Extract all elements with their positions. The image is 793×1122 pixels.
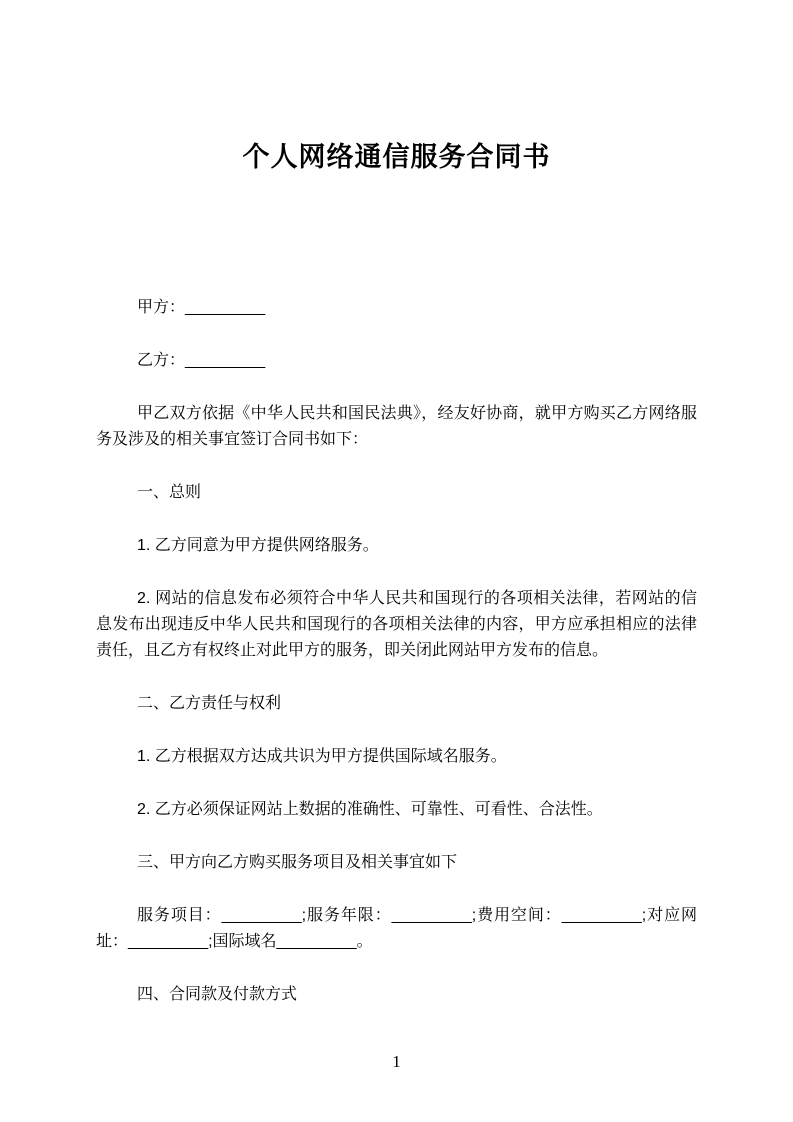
section-3-heading: 三、甲方向乙方购买服务项目及相关事宜如下 [137, 854, 458, 871]
preamble-paragraph: 甲乙双方依据《中华人民共和国民法典》，经友好协商，就甲方购买乙方网络服务及涉及的相关事宜签订合同书如下： [96, 405, 697, 448]
document-body [96, 170, 697, 1035]
party-a-line: 甲方：_________ [137, 299, 266, 316]
section-4-heading: 四、合同款及付款方式 [137, 986, 298, 1003]
clause-1-2: 2. 网站的信息发布必须符合中华人民共和国现行的各项相关法律，若网站的信息发布出现违反中华人民共和国现行的各项相关法律的内容，甲方应承担相应的法律责任，且乙方有权终止对此甲方的服务，即关闭此网站甲方发布的信息。 [96, 590, 697, 659]
section-2-heading: 二、乙方责任与权利 [137, 695, 282, 712]
party-b-line: 乙方：_________ [137, 352, 266, 369]
section-1-heading: 一、总则 [137, 484, 202, 501]
clause-2-2: 2. 乙方必须保证网站上数据的准确性、可靠性、可看性、合法性。 [137, 801, 603, 818]
document-title-text: 个人网络通信服务合同书 [242, 142, 551, 172]
clause-1-1: 1. 乙方同意为甲方提供网络服务。 [137, 537, 379, 554]
clause-2-1: 1. 乙方根据双方达成共识为甲方提供国际域名服务。 [137, 748, 507, 765]
service-details-blanks-line: 服务项目：_________;服务年限：_________;费用空间：_________;对应网址：_________;国际域名_________。 [96, 907, 697, 950]
document-title [0, 0, 793, 171]
page-number: 1 [392, 1052, 401, 1071]
